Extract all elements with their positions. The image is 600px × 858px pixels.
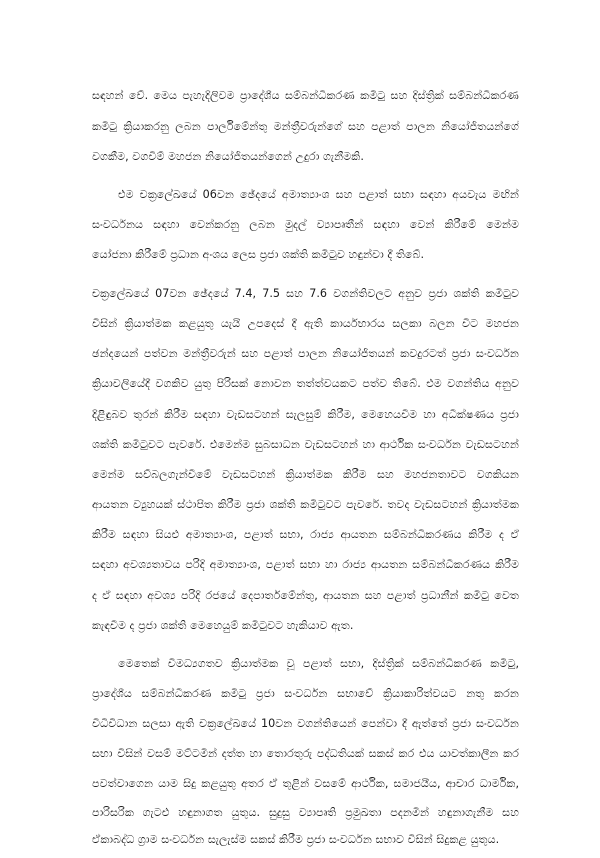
paragraph-3-line-5: දිළිඳුබව තුරන් කිරීම සඳහා වැඩසටහන් සැලසුම් කිරීම, මෙහෙයවීම හා අධීක්ෂණය ප්‍රජා: [92, 408, 519, 421]
paragraph-3-line-6: ශක්ති කමිටුවට පැවරේ. එමෙන්ම සුබසාධන වැඩසටහන් හා ආර්ථික සංවර්ධන වැඩසටහන්: [92, 438, 519, 451]
paragraph-3-line-9: කිරීම සඳහා සියළු අමාත්‍යාංශ, පළාත් සභා, රාජ්‍ය ආයතන සම්බන්ධීකරණය කිරීම ද ඒ: [92, 528, 519, 541]
paragraph-3-line-4: ක්‍රියාවලියේදී වගකිව යුතු පිරිසක් නොවන තත්ත්වයකට පත්ව තිබේ. එම වගන්තිය අනුව: [92, 377, 519, 390]
paragraph-2-line-3: යෝජනා කිරීමේ ප්‍රධාන අංශය ලෙස ප්‍රජා ශක්ති කමිටුව හඳුන්වා දී තිබේ.: [92, 248, 425, 261]
paragraph-3-line-10: සඳහා අවශ්‍යතාවය පරිදි අමාත්‍යාංශ, පළාත් සභා හා රාජ්‍ය ආයතන සම්බන්ධීකරණය කිරීම: [92, 558, 519, 571]
paragraph-3-line-11: ද ඒ සඳහා අවශ්‍ය පරිදි රජයේ දෙපාර්තමේන්තු, ආයතන සහ පළාත් ප්‍රධානීන් කමිටු වෙත: [92, 589, 519, 602]
paragraph-4-line-4: සභා විසින් වසම් මට්ටමින් දත්ත හා තොරතුරු පද්ධතියක් සකස් කර එය යාවත්කාලීන කර: [92, 747, 519, 760]
paragraph-3-line-8: ආයතන ව්‍යුහයක් ස්ථාපිත කිරීම ප්‍රජා ශක්ති කමිටුවට පැවරේ. තවද වැඩසටහන් ක්‍රියාත්මක: [92, 498, 519, 511]
paragraph-3-line-12: කැඳවීම ද ප්‍රජා ශක්ති මෙහෙයුම් කමිටුවට හැකියාව ඇත.: [92, 619, 354, 632]
paragraph-3-line-3: ඡන්දයෙන් පත්වන මන්ත්‍රීවරුන් සහ පළාත් පාලන නියෝජිතයන් කවදුරටත් ප්‍රජා සංවර්ධන: [92, 347, 519, 360]
paragraph-1-line-1: සඳහන් වේ. මෙය පැහැදිලිවම ප්‍රාදේශීය සම්බන්ධීකරණ කමිටු සහ දිස්ත්‍රික් සම්බන්ධීකරණ: [92, 89, 519, 102]
paragraph-1-line-3: වගකීම, වගවීම් මහජන නියෝජිතයන්ගෙන් උදුරා ගැනීමකි.: [92, 150, 364, 163]
paragraph-2-line-2: සංවර්ධනය සඳහා වෙන්කරනු ලබන මුදල් ව්‍යාපෘතීන් සඳහා වෙන් කිරීමේ මෙන්ම: [92, 218, 519, 231]
paragraph-4-line-7: ඒකාබද්ධ ග්‍රාම සංවර්ධන සැලැස්ම සකස් කිරීම ප්‍රජා සංවර්ධන සභාව විසින් සිදුකළ යුතුය.: [92, 833, 500, 846]
paragraph-4-line-6: පාරිසරික ගැටළු හඳුනාගත යුතුය. සුදුසු ව්‍යාපෘති ප්‍රමුඛතා පදනමින් හඳුනාගැනීම සහ: [92, 806, 519, 819]
paragraph-4-line-3: විධිවිධාන සලසා ඇති චක්‍රලේඛයේ 10වන වගන්තියෙන් පෙන්වා දී ඇත්තේ ප්‍රජා සංවර්ධන: [92, 717, 519, 730]
paragraph-3-line-1: චක්‍රලේඛයේ 07වන ඡේදයේ 7.4, 7.5 සහ 7.6 වගන්තිවලට අනුව ප්‍රජා ශක්ති කමිටුව: [92, 287, 519, 300]
paragraph-4-line-2: ප්‍රාදේශීය සම්බන්ධීකරණ කමිටු ප්‍රජා සංවර්ධන සභාවේ ක්‍රියාකාරිත්වයට නතු කරන: [92, 687, 519, 700]
paragraph-2-line-1: එම චක්‍රලේඛයේ 06වන ඡේදයේ අමාත්‍යාංශ සහ පළාත් සභා සඳහා අයවැය මඟින්: [118, 188, 519, 201]
paragraph-4-line-5: පවත්වාගෙන යාම සිදු කළයුතු අතර ඒ තුළින් වසමේ ආර්ථික, සමාජයීය, ආචාර ධාර්මික,: [92, 777, 519, 790]
paragraph-3-line-2: විසින් ක්‍රියාත්මක කළයුතු යැයි උපදෙස් දී ඇති කාර්යභාරය සලකා බලන විට මහජන: [92, 317, 519, 330]
paragraph-4-line-1: මෙතෙක් විමධ්‍යගතව ක්‍රියාත්මක වූ පළාත් සභා, දිස්ත්‍රික් සම්බන්ධීකරණ කමිටු,: [118, 657, 519, 670]
paragraph-3-line-7: මෙන්ම සව්බලගැන්වීමේ වැඩසටහන් ක්‍රියාත්මක කිරීම සහ මහජනතාවට වගකියන: [92, 468, 519, 481]
paragraph-1-line-2: කමිටු ක්‍රියාකරනු ලබන පාර්ලිමේන්තු මන්ත්‍රීවරුන්ගේ සහ පළාත් පාලන නියෝජිතයන්ගේ: [92, 120, 519, 133]
